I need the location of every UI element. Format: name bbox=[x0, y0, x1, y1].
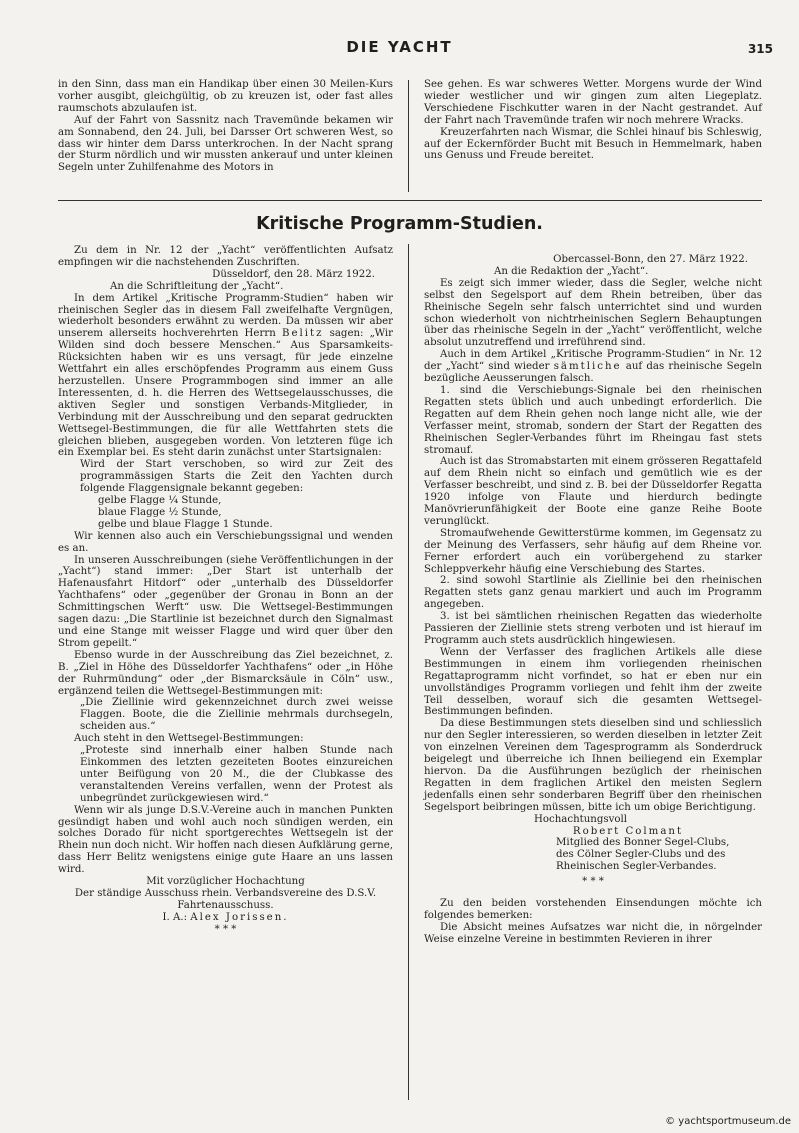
text: In dem Artikel „Kritische Programm-Studien“ haben wir rheinischen Segler das in diesem Fall zweifelhafte Vergnügen, wiederholt besonders erwähnt zu werden. Da müssen wir aber unserem allerseits hochverehrten Herrn bbox=[58, 292, 393, 340]
list-item: gelbe Flagge ¼ Stunde, bbox=[98, 495, 222, 507]
text: Auch in dem Artikel „Kritische Programm-Studien“ in Nr. 12 der „Yacht“ sind wieder bbox=[424, 349, 762, 373]
organization: Der ständige Ausschuss rhein. Verbandsvereine des D.S.V. Fahrtenausschuss. bbox=[74, 887, 377, 911]
paragraph: Kreuzerfahrten nach Wismar, die Schlei hinauf bis Schleswig, auf der Eckernförder Bucht mit Besuch in Hemmelmark, haben uns Genuss und Freude bereitet. bbox=[424, 126, 762, 162]
signature-name: Alex Jorissen. bbox=[190, 911, 289, 923]
column-divider bbox=[408, 80, 409, 192]
quote: „Proteste sind innerhalb einer halben Stunde nach Einkommen des letzten gezeiteten Bootes einzureichen unter Beifügung von 20 M., die der Clubkasse des veranstaltenden Vereins verfallen, wenn der Protest als unbegründet zurückgewiesen wird.“ bbox=[80, 745, 393, 804]
paragraph: Wir kennen also auch ein Verschiebungssignal und wenden es an. bbox=[58, 530, 393, 554]
magazine-title: DIE YACHT bbox=[346, 38, 453, 56]
paragraph: 2. sind sowohl Startlinie als Ziellinie bei den rheinischen Regatten stets ganz genau markiert und auch im Programm angegeben. bbox=[424, 575, 762, 611]
intro-paragraph: Zu dem in Nr. 12 der „Yacht“ veröffentlichten Aufsatz empfingen wir die nachstehenden Zuschriften. bbox=[58, 245, 393, 268]
paragraph: in den Sinn, dass man ein Handikap über einen 30 Meilen-Kurs vorher ausgibt, gleichgültig, ob zu kreuzen ist, oder fast alles raumschots abzulaufen ist. bbox=[58, 79, 393, 114]
person-name: Belitz bbox=[281, 328, 324, 340]
text: auf das rheinische Segeln bezügliche Aeusserungen falsch. bbox=[424, 361, 762, 385]
role-line: Rheinischen Segler-Verbandes. bbox=[556, 861, 717, 873]
salutation: An die Schriftleitung der „Yacht“. bbox=[110, 280, 284, 292]
closing: Mit vorzüglicher Hochachtung bbox=[146, 876, 305, 888]
paragraph: Wenn der Verfasser des fraglichen Artikels alle diese Bestimmungen in einem ihm vorliegenden rheinischen Regattaprogramm nicht vorfindet, so hat er eben nur ein unvollständiges Programm vorliegen und fehlt ihm der zweite Teil desselben, worauf sich die gesamten Wettsegel-Bestimmungen befinden. bbox=[424, 646, 762, 718]
signature bbox=[58, 912, 393, 924]
article-right-column bbox=[424, 254, 762, 946]
copyright-watermark: © yachtsportmuseum.de bbox=[665, 1116, 791, 1127]
quote: „Die Ziellinie wird gekennzeichnet durch zwei weisse Flaggen. Boote, die die Ziellinie mehrmals durchsegeln, scheiden aus.“ bbox=[80, 697, 393, 733]
role-line: Mitglied des Bonner Segel-Clubs, bbox=[556, 837, 730, 849]
signature-prefix: I. A.: bbox=[162, 911, 191, 923]
paragraph: Wenn wir als junge D.S.V.-Vereine auch in manchen Punkten gesündigt haben und wohl auch noch sündigen werden, ein solches Dorado für nicht sportgerechtes Wettsegeln ist der Rhein nun doch nicht. Wir hoffen nach diesen Aufklärung gerne, dass Herr Belitz wenigstens einige gute Haare an uns lassen wird. bbox=[58, 804, 393, 876]
paragraph: Die Absicht meines Aufsatzes war nicht die, in nörgelnder Weise einzelne Vereine in bestimmten Revieren in ihrer bbox=[424, 921, 762, 945]
separator-stars: * * * bbox=[214, 923, 237, 935]
paragraph: 3. ist bei sämtlichen rheinischen Regatten das wiederholte Passieren der Ziellinie stets streng verboten und ist hierauf im Programm auch stets ausdrücklich hingewiesen. bbox=[424, 611, 762, 646]
paragraph: Stromaufwehende Gewitterstürme kommen, im Gegensatz zu der Meinung des Verfassers, sehr häufig auf dem Rheine vor. Ferner erfordert auch ein vorübergehend zu starker Schleppverkehr häufig eine Verschiebung des Startes. bbox=[424, 527, 762, 575]
paragraph: See gehen. Es war schweres Wetter. Morgens wurde der Wind wieder westlicher und wir gingen zum alten Liegeplatz. Verschiedene Fischkutter waren in der Nacht gestrandet. Auf der Fahrt nach Travemünde trafen wir noch mehrere Wracks. bbox=[424, 79, 762, 126]
paragraph: Ebenso wurde in der Ausschreibung das Ziel bezeichnet, z. B. „Ziel in Höhe des Düsseldorfer Yachthafens“ oder „in Höhe der Ruhrmündung“ oder „der Bismarcksäule in Cöln“ usw., ergänzend teilen die Wettsegel-Bestimmungen mit: bbox=[58, 649, 393, 697]
paragraph: In unseren Ausschreibungen (siehe Veröffentlichungen in der „Yacht“) stand immer: „Der Start ist unterhalb der Hafenausfahrt Hitdorf“ oder „unterhalb des Düsseldorfer Yachthafens“ oder „gegenüber der Gronau in Bonn an der Schmittingschen Werft“ usw. Die Wettsegel-Bestimmungen sagen dazu: „Die Startlinie ist bezeichnet durch den Signalmast und eine Stange mit weisser Flagge und wird quer über den Strom gepeilt.“ bbox=[58, 554, 393, 649]
section-rule bbox=[58, 200, 762, 201]
salutation: An die Redaktion der „Yacht“. bbox=[494, 265, 649, 277]
flag-list bbox=[58, 495, 393, 531]
page-header bbox=[0, 38, 799, 58]
role-line: des Cölner Segler-Clubs und des bbox=[556, 849, 726, 861]
top-right-column bbox=[424, 79, 762, 162]
list-item: gelbe und blaue Flagge 1 Stunde. bbox=[98, 518, 273, 530]
paragraph bbox=[424, 349, 762, 385]
signer-roles bbox=[424, 837, 762, 873]
paragraph: Zu den beiden vorstehenden Einsendungen möchte ich folgendes bemerken: bbox=[424, 898, 762, 921]
dateline: Düsseldorf, den 28. März 1922. bbox=[212, 268, 375, 280]
paragraph: Auch steht in den Wettsegel-Bestimmungen: bbox=[74, 733, 304, 745]
paragraph: Es zeigt sich immer wieder, dass die Segler, welche nicht selbst den Segelsport auf dem Rhein betreiben, über das Rheinische Segeln sehr falsch unterrichtet sind und wurden schon wiederholt von nichtrheinischen Seglern Behauptungen über das rheinische Segeln in der „Yacht“ veröffentlicht, welche absolut unzutreffend und irreführend sind. bbox=[424, 277, 762, 349]
separator-stars: * * * bbox=[582, 876, 604, 888]
article-title: Kritische Programm-Studien. bbox=[256, 214, 543, 234]
dateline: Obercassel-Bonn, den 27. März 1922. bbox=[553, 254, 748, 265]
paragraph bbox=[58, 293, 393, 460]
paragraph: 1. sind die Verschiebungs-Signale bei den rheinischen Regatten stets üblich und auch unbedingt erforderlich. Die Regatten auf dem Rhein gehen noch lange nicht alle, wie der Verfasser meint, stromab, sondern der Start der Regatten des Rheinischen Segler-Verbandes führt im Rheingau fast stets stromauf. bbox=[424, 384, 762, 456]
list-item: blaue Flagge ½ Stunde, bbox=[98, 506, 222, 518]
emphasis: sämtliche bbox=[553, 361, 622, 373]
text: sagen: „Wir Wilden sind doch bessere Menschen.“ Aus Sparsamkeits-Rücksichten haben wir es uns versagt, für jede einzelne Wettfahrt ein alles erschöpfendes Programm aus einem Guss herzustellen. Unsere Programmbogen sind immer an alle Interessenten, d. h. die Herren des Wettsegelausschusses, die aktiven Segler und sonstigen Verbands-Mitglieder, in Verbindung mit der Ausschreibung und den separat gedruckten Wettsegel-Bestimmungen, die für alle Wettfahrten stets die gleichen blieben, ausgegeben worden. Von letzteren füge ich ein Exemplar bei. Es steht darin zunächst unter Startsignalen: bbox=[58, 328, 393, 459]
signer-name bbox=[424, 826, 762, 838]
column-divider bbox=[408, 244, 409, 1100]
page-number: 315 bbox=[747, 42, 773, 56]
paragraph: Auch ist das Stromabstarten mit einem grösseren Regattafeld auf dem Rhein nicht so einfach und gemütlich wie es der Verfasser beschreibt, und sind z. B. bei der Düsseldorfer Regatta 1920 infolge von Flaute und hierdurch bedingte Manövrierunfähigkeit der Boote eine ganze Reihe Boote verunglückt. bbox=[424, 456, 762, 527]
closing: Hochachtungsvoll bbox=[534, 813, 627, 825]
paragraph: Auf der Fahrt von Sassnitz nach Travemünde bekamen wir am Sonnabend, den 24. Juli, bei Darsser Ort schweren West, so dass wir hinter dem Darss unterkrochen. In der Nacht sprang der Sturm nördlich und wir mussten ankerauf und unter kleinen Segeln unter Zuhilfenahme des Motors in bbox=[58, 114, 393, 174]
signer: Robert Colmant bbox=[572, 825, 684, 837]
top-left-column bbox=[58, 79, 393, 174]
article-left-column bbox=[58, 245, 393, 936]
paragraph: Da diese Bestimmungen stets dieselben sind und schliesslich nur den Segler interessieren, so werden dieselben in letzter Zeit von einzelnen Vereinen dem Tagesprogramm als Sonderdruck beigelegt und überreiche ich Ihnen beiliegend ein Exemplar hiervon. Da die Ausführungen bezüglich der rheinischen Regatten in dem fraglichen Artikel den meisten Seglern jedenfalls einen sehr sonderbaren Begriff über den rheinischen Segelsport beibringen müssen, bitte ich um obige Berichtigung. bbox=[424, 718, 762, 813]
quote: Wird der Start verschoben, so wird zur Zeit des programmässigen Starts die Zeit den Yachten durch folgende Flaggensignale bekannt gegeben: bbox=[80, 459, 393, 495]
